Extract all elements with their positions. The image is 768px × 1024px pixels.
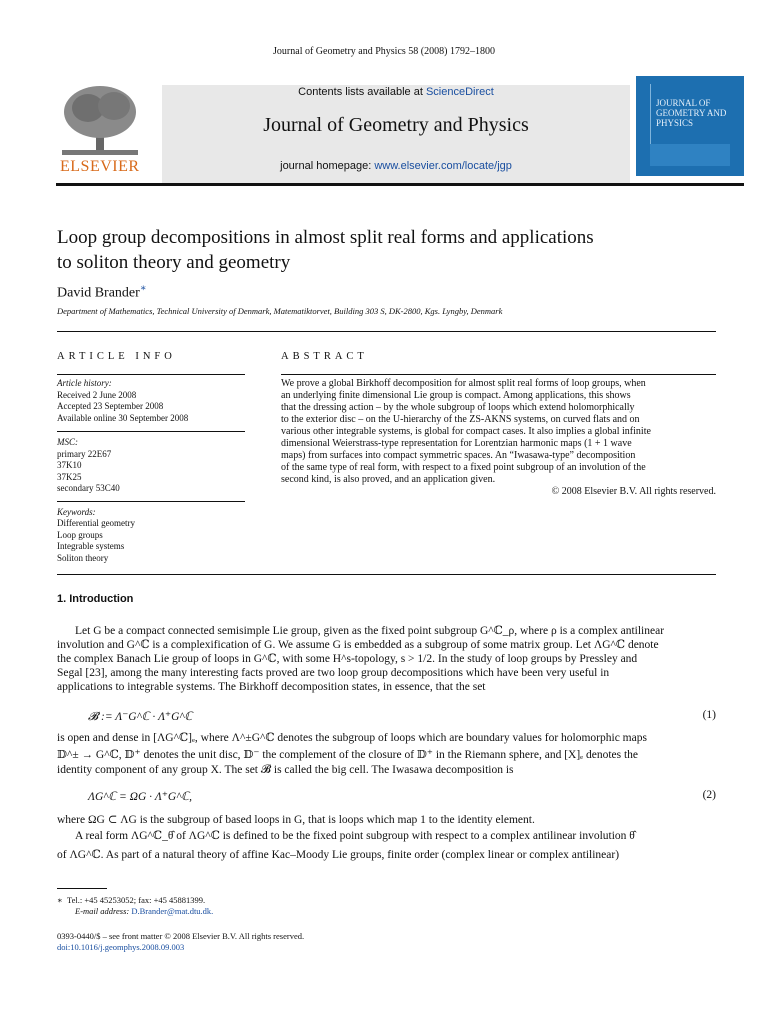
abstract-body xyxy=(281,378,716,498)
keywords-rule xyxy=(57,501,245,502)
cover-title-text: JOURNAL OF GEOMETRY AND PHYSICS xyxy=(656,98,727,128)
abstract-line: to the exterior disc – on the U-hierarchy of the ZS-AKNS systems, on curved flats and on xyxy=(281,414,640,425)
abstract-line: various other integrable systems, is global for compact cases. It also implies a global infinite xyxy=(281,426,651,437)
history-received: Received 2 June 2008 xyxy=(57,389,137,400)
msc-item: 37K10 xyxy=(57,460,82,470)
keyword-item: Integrable systems xyxy=(57,541,125,551)
journal-title: Journal of Geometry and Physics xyxy=(263,114,529,136)
history-label: Article history: xyxy=(57,378,112,388)
article-info-rule xyxy=(57,374,245,375)
equation-2: ΛG^ℂ = ΩG · Λ⁺G^ℂ, xyxy=(88,791,192,803)
abstract-line: maps) from surfaces into compact symmetric spaces. An “Iwasawa-type” decomposition xyxy=(281,450,636,461)
abstract-line: second kind, is also proved, and an application given. xyxy=(281,474,496,485)
title-rule xyxy=(57,331,716,332)
abstract-copyright: © 2008 Elsevier B.V. All rights reserved. xyxy=(551,486,716,497)
homepage-link[interactable]: www.elsevier.com/locate/jgp xyxy=(374,160,512,172)
abstract-heading: ABSTRACT xyxy=(281,351,368,362)
header-rule xyxy=(56,183,744,186)
abstract-line: We prove a global Birkhoff decomposition for almost split real forms of loop groups, when xyxy=(281,378,646,389)
intro-paragraph-1-line-3: the complex Banach Lie group of loops in G^ℂ, with some H^s-topology, s > 1/2. In the study of loop groups by Pressley and xyxy=(57,653,638,665)
abstract-line: an underlying finite dimensional Lie group is compact. Among applications, this shows xyxy=(281,390,631,401)
footnote-contact: Tel.: +45 45253052; fax: +45 45881399. xyxy=(67,895,206,905)
intro-paragraph-2-line-2: 𝔻^± → G^ℂ, 𝔻⁺ denotes the unit disc, 𝔻⁻ the complement of the closure of 𝔻⁺ in the Riemann sphere, and [X]ₑ denotes the xyxy=(57,749,639,761)
msc-rule xyxy=(57,431,245,432)
article-title xyxy=(57,225,737,275)
keyword-item: Soliton theory xyxy=(57,552,109,563)
publisher-logo-text: ELSEVIER xyxy=(60,158,140,175)
msc-item: primary 22E67 xyxy=(57,448,112,459)
email-link[interactable]: D.Brander@mat.dtu.dk. xyxy=(131,906,214,916)
abstract-bottom-rule xyxy=(57,574,716,575)
article-title-line-2: to soliton theory and geometry xyxy=(57,252,291,273)
msc-item: 37K25 xyxy=(57,471,82,482)
intro-paragraph-4-line-2: of ΛG^ℂ. As part of a natural theory of affine Kac–Moody Lie groups, finite order (complex linear or complex antilinear) xyxy=(57,849,620,861)
intro-paragraph-1-line-2: involution and G^ℂ is a complexification of G. We assume G is embedded as a subgroup of some matrix group. Let ΛG^ℂ denote xyxy=(57,639,659,651)
intro-paragraph-3-line-1: where ΩG ⊂ ΛG is the subgroup of based loops in G, that is loops which map 1 to the identity element. xyxy=(57,814,535,826)
article-title-line-1: Loop group decompositions in almost split real forms and applications xyxy=(57,227,594,248)
msc-item: secondary 53C40 xyxy=(57,483,120,493)
history-accepted: Accepted 23 September 2008 xyxy=(57,401,164,411)
article-info-block xyxy=(57,378,247,564)
footnote-mark: ∗ xyxy=(57,895,63,905)
author-affiliation: Department of Mathematics, Technical University of Denmark, Matematiktorvet, Building 303 S, DK-2800, Kgs. Lyngby, Denmark xyxy=(57,306,503,316)
email-label: E-mail address: xyxy=(75,906,132,916)
intro-paragraph-1-line-4: Segal [23], among the many interesting facts proved are two loop group decompositions which have been very useful in xyxy=(57,667,610,679)
journal-cover-image xyxy=(636,76,744,176)
equation-2-number: (2) xyxy=(702,789,716,801)
history-online: Available online 30 September 2008 xyxy=(57,412,189,423)
equation-1: 𝓑 := Λ⁻G^ℂ · Λ⁺G^ℂ xyxy=(88,711,193,723)
footnote-rule xyxy=(57,888,107,889)
msc-label: MSC: xyxy=(57,437,78,447)
section-heading-introduction: 1. Introduction xyxy=(57,593,134,605)
author-name: David Brander xyxy=(57,285,140,301)
journal-reference: Journal of Geometry and Physics 58 (2008) 1792–1800 xyxy=(273,46,495,57)
intro-paragraph-4-line-1: A real form ΛG^ℂ_θ̂ of ΛG^ℂ is defined to be the fixed point subgroup with respect to a complex antilinear involution θ̂ xyxy=(75,830,635,842)
intro-paragraph-1-line-5: applications to integrable systems. The Birkhoff decomposition states, in essence, that the set xyxy=(57,681,486,693)
equation-1-number: (1) xyxy=(702,709,716,721)
issn-line: 0393-0440/$ – see front matter © 2008 Elsevier B.V. All rights reserved. xyxy=(57,931,305,941)
author-footnote-mark[interactable]: ∗ xyxy=(139,283,147,294)
contents-line xyxy=(162,86,630,98)
abstract-line: of the same type of real form, with respect to a fixed point subgroup of an involution of the xyxy=(281,462,646,473)
keyword-item: Loop groups xyxy=(57,529,103,540)
keywords-label: Keywords: xyxy=(57,506,96,517)
intro-paragraph-2-line-3: identity component of any group X. The set 𝓑 is called the big cell. The Iwasawa decomposition is xyxy=(57,764,514,776)
intro-paragraph-1-line-1: Let G be a compact connected semisimple Lie group, given as the fixed point subgroup G^ℂ_ρ, where ρ is a complex antilinear xyxy=(75,625,665,637)
homepage-prefix: journal homepage: xyxy=(280,160,375,172)
footnote xyxy=(57,895,213,917)
front-matter xyxy=(57,931,304,953)
intro-paragraph-2-line-1: is open and dense in [ΛG^ℂ]ₑ, where Λ^±G^ℂ denotes the subgroup of loops which are boundary values for holomorphic maps xyxy=(57,732,647,744)
homepage-line xyxy=(162,160,630,172)
elsevier-tree-logo xyxy=(58,82,144,158)
article-info-heading: ARTICLE INFO xyxy=(57,351,176,362)
abstract-line: dimensional Weierstrass-type representation for Lorentzian harmonic maps (1 + 1 wave xyxy=(281,438,632,449)
contents-prefix: Contents lists available at xyxy=(298,86,426,98)
author-line xyxy=(57,283,147,302)
abstract-rule xyxy=(281,374,716,375)
abstract-line: that the dressing action – by the whole subgroup of loops which extend holomorphically xyxy=(281,402,635,413)
keyword-item: Differential geometry xyxy=(57,518,136,528)
doi-link[interactable]: doi:10.1016/j.geomphys.2008.09.003 xyxy=(57,942,185,952)
sciencedirect-link[interactable]: ScienceDirect xyxy=(425,86,494,98)
